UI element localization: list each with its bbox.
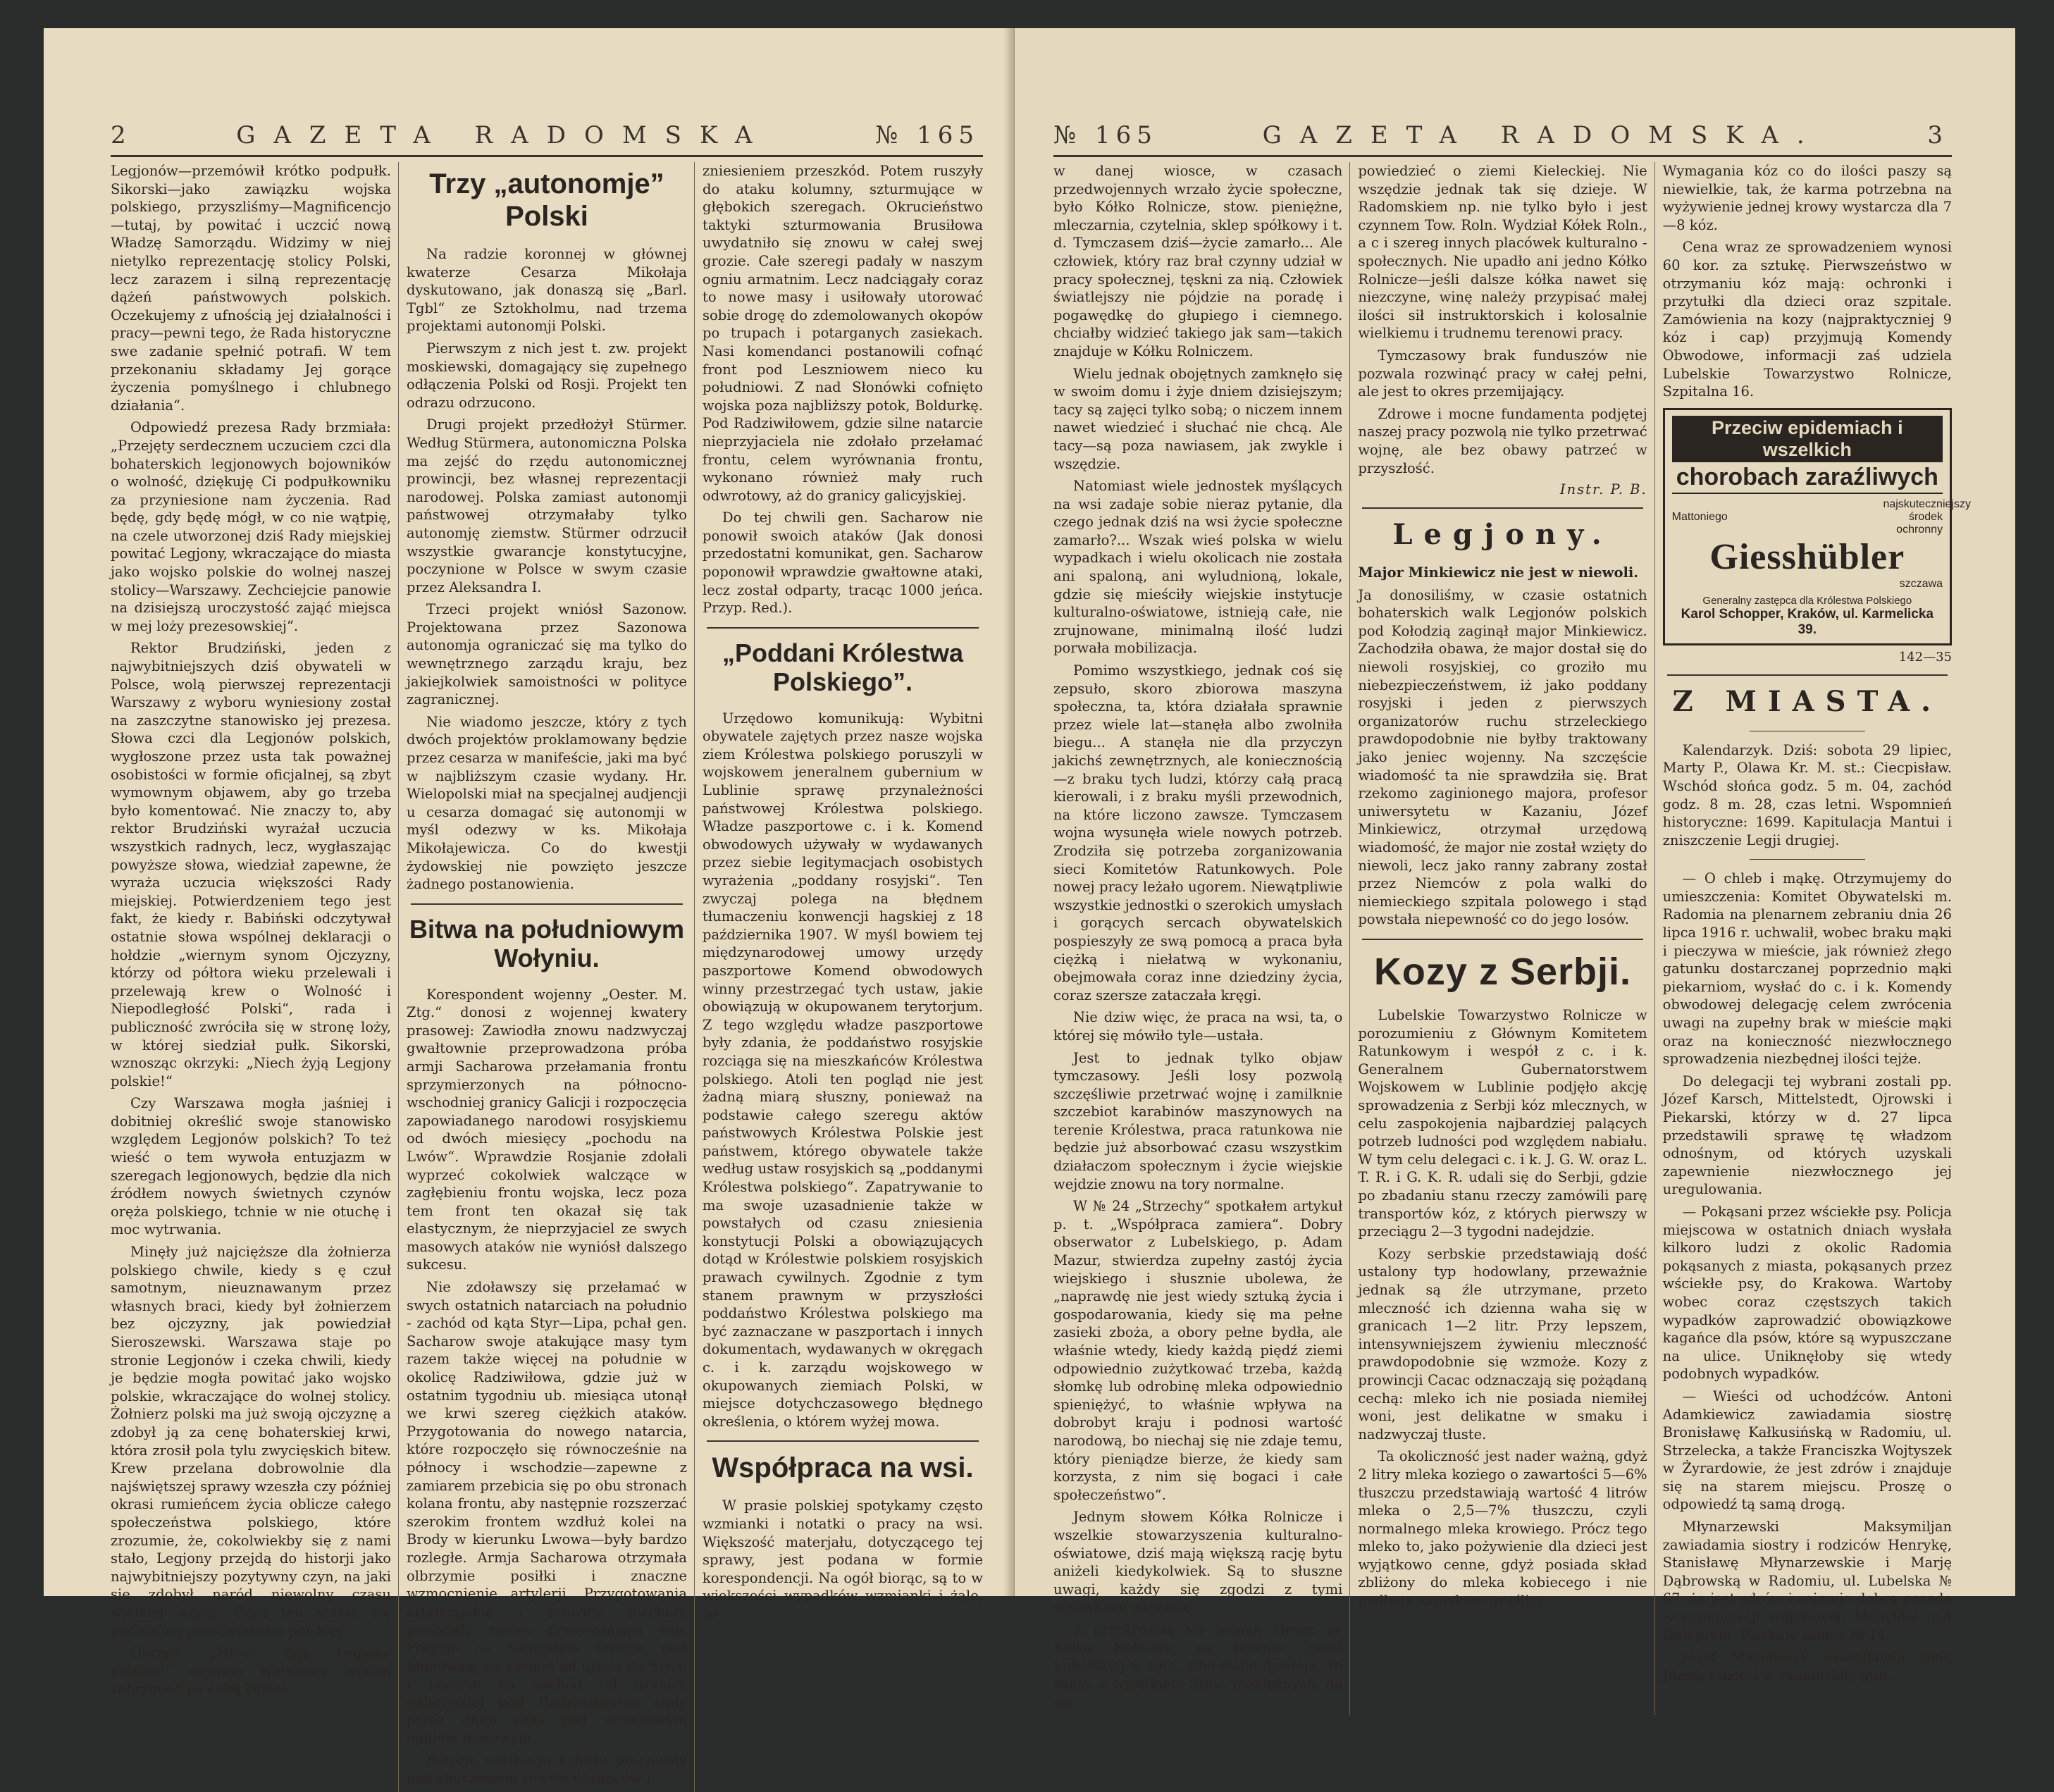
paragraph: Wymagania kóz co do ilości paszy są niewielkie, tak, że karma potrzebna na wyżywienie jednej krowy wystarcza dla 7—8 kóz. bbox=[1662, 163, 1952, 233]
article-headline: Z MIASTA. bbox=[1672, 684, 1943, 718]
paragraph: Kozy serbskie przedstawiają dość ustalony typ hodowlany, przeważnie jednak są źle utrzymane, przeto mleczność ich dzienna waha się w granicach 1—2 litr. Przy lepszem, intensywniejszem żywieniu mleczność prawdopodobnie się wzmoże. Kozy z prowincji Cacac odznaczają się pożądaną cechą: mleko ich nie posiada niemiłej woni, jest delikatne w smaku i nadzwyczaj tłuste. bbox=[1358, 1245, 1647, 1442]
paragraph: Józef Maciałczyk zawiadamia żonę Józefę i dzieci w radomskiej gub., bbox=[1662, 1649, 1952, 1683]
paragraph: Okrzyk: „Niech żyją Legjony polskie!“ wzorem Warszawy winien zabrzmieć po całej Polsce. bbox=[111, 1645, 391, 1698]
header-rule bbox=[111, 155, 983, 157]
right-columns bbox=[1053, 162, 1971, 1710]
paragraph: Czy Warszawa mogła jaśniej i dobitniej określić swoje stanowisko względem Legjonów polskich? To też wieść o tem wywoła entuzjazm w szeregach legjonowych, będzie dla nich źródłem nowych świetnych czynów oręża polskiego, tchnie w nie otuchę i moc wytrwania. bbox=[111, 1095, 391, 1238]
paragraph: Trzeci projekt wniósł Sazonow. Projektowana przez Sazonowa autonomja ograniczać się ma tylko do wewnętrznego zarządu kraju, bez jakiejkolwiek samoistności w polityce zagranicznej. bbox=[407, 601, 687, 708]
paragraph: Pierwszym z nich jest t. zw. projekt moskiewski, domagający się zupełnego odłączenia Polski od Rosji. Projekt ten odrazu odrzucono. bbox=[407, 340, 687, 411]
paragraph: W № 24 „Strzechy“ spotkałem artykuł p. t. „Współpraca zamiera“. Dobry obserwator z Lubelskiego, p. Adam Mazur, stwierdza zupełny zastój życia wiejskiego i słusznie ubolewa, że „naprawdę nie jest wiedy sztuką życia i gospodarowania, kiedy się ma pełne zasieki zboża, a obory pełne bydła, ale właśnie wtedy, kiedy każdą piędź ziemi odpowiednio zużytkować trzeba, każdą słomkę lub odrobinę mleka odpowiednio spieniężyć, to właśnie wpływa na dobrobyt kraju i podnosi wartość narodową, bo niechaj się nie zdaje temu, który pieniądze bierze, że kiedy sam korzysta, z nim się bogaci i całe społeczeństwo“. bbox=[1053, 1198, 1343, 1503]
left-column-3 bbox=[703, 162, 983, 1792]
article-headline: Trzy „autonomje” Polski bbox=[429, 168, 664, 232]
subheading: Major Minkiewicz nie jest w niewoli. bbox=[1358, 564, 1639, 581]
paragraph: Wielu jednak obojętnych zamknęło się w swoim domu i żyje dniem dzisiejszym; tacy są zajęci tylko sobą; o niczem innem nawet wiedzieć i słuchać nie chcą. Ale tacy—są poza nawiasem, jak zwykle i wszędzie. bbox=[1053, 365, 1343, 472]
article-headline: „Poddani Królestwa Polskiego”. bbox=[722, 638, 964, 697]
paragraph bbox=[1358, 564, 1647, 582]
paragraph: Kalendarzyk. Dziś: sobota 29 lipiec, Marty P., Olawa Kr. M. st.: Ciecpisław. Wschód słońca godz. 5 m. 04, zachód godz. 8 m. 28, czas letni. Wspomnień historyczne: 1699. Kapitulacja Mantui i zniszczenie Legji drugiej. bbox=[1662, 741, 1952, 848]
section-rule bbox=[411, 903, 683, 905]
section-rule bbox=[707, 1440, 979, 1442]
paragraph: — Wieści od uchodźców. Antoni Adamkiewicz zawiadamia siostrę Bronisławę Kałkusińską w Radomiu, ul. Strzelecka, a także Franciszka Wojtyszek w Żyrardowie, że jest zdrów i znajduje się na starem miejscu. Proszę o odpowiedź tą samą drogą. bbox=[1662, 1388, 1952, 1513]
paragraph: w danej wiosce, w czasach przedwojennych wrzało życie społeczne, było Kółko Rolnicze, stow. pieniężne, mleczarnia, czytelnia, sklep spółkowy i t. d. Tymczasem dziś—życie zamarło... Ale człowiek, który raz brał czynny udział w pracy społecznej, tęskni za nią. Człowiek światlejszy nie pójdzie na poradę i pogawędkę do głupiego i ciemnego. chciałby widzieć takiego jak sam—takich znajduje w Kółku Rolniczem. bbox=[1053, 163, 1343, 359]
paragraph: Jest to jednak tylko objaw tymczasowy. Jeśli losy pozwolą szczęśliwie przetrwać wojnę i zamilknie szczebiot karabinów maszynowych na terenie Królestwa, praca ratunkowa nie będzie już absorbować czasu wszystkim działaczom społecznym i życie wiejskie wejdzie znowu na tory normalne. bbox=[1053, 1049, 1343, 1192]
paragraph: Urzędowo komunikują: Wybitni obywatele zajętych przez nasze wojska ziem Królestwa polskiego poruszyli w wojskowem jeneralnem gubernium w Lublinie sprawę przynależności państwowej Królestwa polskiego. Władze paszportowe c. i k. Komend obwodowych używały w wydawanych przez siebie legitymacjach osobistych wyrażenia „poddany rosyjski“. Ten zwyczaj polega na błędnem tłumaczeniu konwencji hagskiej z 18 października 1907. W myśl bowiem tej międzynarodowej umowy urzędy paszportowe Komend obwodowych winny przestrzegać tych ustaw, jakie obowiązują w okupowanem terytorjum. Z tego względu władze paszportowe były zdania, że poddaństwo rosyjskie rozciąga się na mieszkańców Królestwa polskiego. Atoli ten pogląd nie jest żadną miarą słuszny, ponieważ na podstawie całego szeregu aktów państwowych Królestwa Polskie jest państwem, którego obywatele także według ustaw rosyjskich są „poddanymi Królestwa polskiego“. Zapatrywanie to ma swoje uzasadnienie także w powstałych od czasu zniesienia konstytucji Polski a obowiązujących dotąd w Królestwie polskiem rosyjskich prawach cywilnych. Zgodnie z tym stanem prawnym w przyszłości poddaństwo Królestwa polskiego ma być zaznaczane w paszportach i innych dokumentach, wydawanych w okręgach c. i k. zarządu wojskowego w okupowanych ziemiach Polski, w miejsce dotychczasowego błędnego określenia, o którem wyżej mowa. bbox=[703, 710, 983, 1430]
paragraph: Na radzie koronnej w głównej kwaterze Cesarza Mikołaja dyskutowano, jak donaszą się „Barl. Tgbl“ ze Sztokholmu, nad trzema projektami autonomji Polski. bbox=[407, 246, 687, 335]
left-page bbox=[44, 28, 1015, 1787]
ad-brand-row bbox=[1671, 498, 1971, 536]
paragraph: Legjonów—przemówił krótko podpułk. Sikorski—jako zawiązku wojska polskiego, przyszliśmy—Magnificencjo—tutaj, by powitać i uczcić nową Władzę Samorządu. Widzimy w niej nietylko reprezentację stolicy Polski, lecz zarazem i silną reprezentację dążeń państwowych polskich. Oczekujemy z ufnością jej działalności i pracy—pewni tego, że Rada historyczne swe zadanie spełnić potrafi. W tem przekonaniu składamy Jej gorące życzenia pomyślnego i chlubnego działania“. bbox=[111, 163, 391, 414]
section-rule bbox=[1362, 507, 1642, 509]
section-rule bbox=[1667, 674, 1948, 676]
paragraph: Do delegacji tej wybrani zostali pp. Józef Karsch, Mittelstedt, Ojrowski i Piekarski, którzy w d. 27 lipca przedstawili sprawę tę władzom odnośnym, od których uzyskali zapewnienie niezwłocznego jej uregulowania. bbox=[1662, 1073, 1952, 1198]
signature bbox=[1358, 481, 1647, 498]
article-headline: Kozy z Serbji. bbox=[1373, 950, 1632, 993]
paragraph: — O chleb i mąkę. Otrzymujemy do umieszczenia: Komitet Obywatelski m. Radomia na plenarnem zebraniu dnia 26 lipca 1916 r. uchwalił, wobec braku mąki i pieczywa w mieście, jak również złego gatunku dostarczanej poprzednio mąki piekarniom, wysłać do c. i k. Komendy obwodowej delegację celem zwrócenia uwagi na zupełny brak w mieście mąki oraz na konieczność niezwłocznego sprowadzenia niezbędnej ilości tejże. bbox=[1662, 870, 1952, 1068]
paragraph: Nie wiadomo jeszcze, który z tych dwóch projektów proklamowany będzie przez cesarza w manifeście, jaki ma być w najbliższym czasie wydany. Hr. Wielopolski miał na specjalnej audjencji u cesarza domagać się autonomji w myśl odezwy w ks. Mikołaja Mikołajewicza. Co do kwestji żydowskiej nie powzięto jeszcze żadnego postanowienia. bbox=[407, 713, 687, 893]
ad-address: Karol Schopper, Kraków, ul. Karmelicka 39. bbox=[1681, 606, 1934, 637]
right-column-1 bbox=[1053, 162, 1342, 1715]
paragraph: Minęły już najcięższe dla żołnierza polskiego chwile, kiedy s ę czuł samotnym, nieuznawanym przez własnych braci, kiedy był żołnierzem bez ojczyzny, jak powiedział Sieroszewski. Warszawa staje po stronie Legjonów i czeka chwili, kiedy je będzie mogła powitać jako wojsko polskie, wkraczające do wolnej stolicy. Żołnierz polski ma już swoją ojczyznę a zdobył ją za cenę bohaterskiej krwi, która zrosił pola tylu zwycięskich bitew. Krew przelana dobrowolnie dla najświętszej sprawy wzeszła czy później okrasi rumieńcem życia oblicze całego społeczeństwa polskiego, które zrozumie, że, cokolwiekby się z nami stało, Legjony przejdą do historji jako najwybitniejszy pozytywny czyn, na jaki się zdobył naród niewolny czasu wielkiej wojny. Czyn ten stanie się podwaliną państwowości polskiej. bbox=[111, 1244, 391, 1639]
paragraph: — Pokąsani przez wściekłe psy. Policja miejscowa w ostatnich dniach wysłała kilkoro ludzi z okolic Radomia pokąsanych z miasta, pokąsanych przez wściekłe psy, do Krakowa. Wartoby wobec coraz częstszych takich wypadków zaprowadzić obowiązkowe kagańce dla psów, które są wypuszczane na ulice. Uniknęłoby się wtedy podobnych wypadków. bbox=[1662, 1203, 1952, 1383]
ad-code: 142—35 bbox=[1898, 649, 1952, 665]
advertisement bbox=[1663, 408, 1971, 645]
right-running-head bbox=[1053, 118, 1948, 152]
article-headline: Legjony. bbox=[1392, 518, 1613, 552]
paragraph: Tymczasowy brak funduszów nie pozwala rozwinąć pracy w całej pełni, ale jest to okres przemijający. bbox=[1358, 347, 1647, 400]
paragraph: Cena wraz ze sprowadzeniem wynosi 60 kor. za sztukę. Pierwszeństwo w otrzymaniu kóz mają: ochronki i przytułki dla dzieci oraz szpitale. Zamówienia na kozy (najpraktyczniej 9 kóz i cap) przyjmują Komendy Obwodowe, informacji zaś udziela Lubelskie Towarzystwo Rolnicze, Szpitalna 16. bbox=[1662, 239, 1952, 400]
article-headline: Współpraca na wsi. bbox=[712, 1452, 974, 1484]
page-number: 2 bbox=[111, 121, 132, 149]
paragraph: Natomiast wiele jednostek myślących na wsi zadaje sobie nieraz pytanie, dla czego jednak dziś na wsi życie społeczne zamarło?... Wszak wieś polska w wielu wypadkach i wielu okolicach nie została ani spaloną, ani wyludnioną, lokale, gdzie się mieściły wiejskie instytucje kulturalno-oświatowe, istnieją całe, nie zrujnowane, minimalną ilość ludzi porwała mobilizacja. bbox=[1053, 478, 1343, 657]
left-running-head bbox=[111, 118, 979, 152]
paragraph: Korespondent wojenny „Oester. M. Ztg.“ donosi z wojennej kwatery prasowej: Zawiodła znowu nadzwyczaj gwałtownie przeprowadzona próba armji Sacharowa przełamania frontu sprzymierzonych na północno-wschodniej granicy Galicji i rozpoczęcia zapowiadanego narodowi rosyjskiemu od dwóch miesięcy „pochodu na Lwów“. Wprawdzie Rosjanie zdołali wyprzeć cokolwiek walczące w zagłębieniu frontu wojska, lecz poza tem front ten okazał się tak elastycznym, że nieprzyjaciel ze swych masowych ataków nie wyniósł dalszego sukcesu. bbox=[407, 986, 687, 1273]
paragraph: Nie zdoławszy się przełamać w swych ostatnich natarciach na południo - zachód od kąta Styr—Lipa, pchał gen. Sacharow swoje atakujące masy tym razem także więcej na południe w okolicę Radziwiłowa, gdzie już w ostatnim tygodniu ub. miesiąca utonął we krwi szereg ciężkich ataków. Przygotowania do nowego natarcia, które rozpoczęło się równocześnie na północy i wschodzie—zapewne z zamiarem przebicia się po obu stronach kolana frontu, aby następnie rozszerzać szerokim frontem wzdłuż kolei na Brody w kierunku Lwowa—były bardzo rozległe. Armja Sacharowa otrzymała olbrzymie posiłki i znaczne wzmocnienie artylerji. Przygotowania artyleryjskie i szturmy piechoty posiadały znowu przeważającą siłę. Pozycje na bagnistym terenie nad Słonówką, na zachód od ujścia do Styru i pozycje na zachód od granicy galicyjskiej pod Radziwiłowem stały przez długi czas pod straszliwym ogniem masowym. bbox=[407, 1279, 687, 1746]
section-rule bbox=[707, 627, 979, 629]
ad-left-text: Mattoniego bbox=[1671, 510, 1728, 523]
ad-suffix: szczawa bbox=[1899, 577, 1943, 590]
ad-distributor: Generalny zastępca dla Królestwa Polskiego bbox=[1702, 594, 1912, 607]
issue-number: № 165 bbox=[1053, 121, 1158, 149]
signature-text: Instr. P. B. bbox=[1559, 481, 1647, 498]
paragraph: zniesieniem przeszkód. Potem ruszyły do ataku kolumny, szturmujące w głębokich szeregach. Okrucieństwo taktyki szturmowania Brusiłowa uwydatniło się znowu w całej swej grozie. Całe szeregi padały w naszym ogniu armatnim. Lecz nadciągały coraz to nowe masy i usiłowały utorować sobie drogę do zdemolowanych okopów po trupach i potarganych zasiekach. Nasi komendanci postanowili cofnąć front pod Leszniowem nieco ku południowi. Z nad Słonówki cofnięto wojska poza najbliższy potok, Boldurkę. Pod Radziwiłowem, gdzie silne natarcie nieprzyjaciela nie zdołało przełamać frontu, celem wyrównania frontu, wykonano również mały ruch odwrotowy, aż do granicy galicyjskiej. bbox=[703, 163, 983, 504]
paragraph: Jednym słowem Kółka Rolnicze i wszelkie stowarzyszenia kulturalno-oświatowe, dziś mają większą rację bytu aniżeli kiedykolwiek. Są to słuszne uwagi, każdy się zgodzi z tymi wnioskami zupełnie. bbox=[1053, 1509, 1343, 1616]
ad-right-text: najskuteczniejszy środek ochronny bbox=[1883, 498, 1971, 536]
left-column-1 bbox=[111, 162, 391, 1792]
header-rule bbox=[1053, 155, 1952, 157]
paragraph: Ja donosiliśmy, w czasie ostatnich bohaterskich walk Legjonów polskich pod Kołodzią zaginął major Minkiewicz. Zachodziła obawa, że major dostał się do niewoli rosyjskiej, co groziło mu niebezpieczeństwem, iż jako poddany rosyjski i jeden z pierwszych organizatorów ruchu strzeleckiego prawdopodobnie nie byłby traktowany jako jeniec wojenny. Na szczęście wiadomość ta nie sprawdziła się. Brat rzekomo zaginionego majora, profesor uniwersytetu w Kazaniu, Józef Minkiewicz, otrzymał urzędową wiadomość, że major nie został wzięty do niewoli, lecz jako ranny zabrany został przez Niemców z pola walki do niemieckiego szpitala polowego i stąd powstała niepewność co do jego losów. bbox=[1358, 586, 1647, 928]
right-page bbox=[1015, 28, 2015, 1710]
masthead: GAZETA RADOMSKA bbox=[236, 121, 771, 149]
left-columns bbox=[111, 162, 983, 1787]
paragraph: Młynarzewski Maksymiljan zawiadamia siostry i rodziców Henrykę, Stanisławę Młynarzewskie i Marję Dąbrowską w Radomiu, ul. Lubelska № 67, że jest zdrów i zajmuje dobrą posadę w organizacji wojskowej. Mohylów nad Dnieprem, Piszkow zaułek № 14. bbox=[1662, 1519, 1952, 1643]
paragraph: Odpowiedź prezesa Rady brzmiała: „Przejęty serdecznem uczuciem czci dla bohaterskich legjonowych bojowników o wolność, dziękuję Ci podpułkowniku za przyniesione nam życzenia. Rad będę, gdy będę mógł, w co nie wątpię, na czele utworzonej dziś Rady miejskiej powitać Legjony, wkraczające do miasta jako wojsko polskie do wolnej naszej stolicy—Warszawy. Zechciejcie panowie na dzisiejszą uroczystość zająć miejsca w mej loży prezesowskiej“. bbox=[111, 419, 391, 634]
paragraph: Drugi projekt przedłożył Stürmer. Według Stürmera, autonomiczna Polska ma zejść do rzędu autonomicznej prowincji, bez własnej reprezentacji narodowej. Polska zamiast autonomji państwowej otrzymałaby tylko autonomję ziemstw. Stürmer odrzucił wszystkie gwarancje konstytucyjne, poczynione w Polsce w swym czasie przez Aleksandra I. bbox=[407, 416, 687, 595]
page-number: 3 bbox=[1927, 121, 1948, 149]
right-column-3 bbox=[1662, 162, 1971, 1715]
issue-number: № 165 bbox=[875, 121, 979, 149]
paragraph: Rektor Brudziński, jeden z najwybitniejszych dziś obywateli w Polsce, wolą pierwszej reprezentacji Warszawy z wyboru wyniesiony został na zaszczytne stanowisko jej prezesa. Słowa czci dla Legjonów polskich, wygłoszone przez usta tak poważnej osobistości w formie oficjalnej, są zbyt wymownym objawem, aby go trzeba było komentować. Nie znaczy to, aby rektor Brudziński wyrażał uczucia wszystkich radnych, lecz, wygłaszając powyższe słowa, wiedział zapewne, że wyraża uczucia większości Rady miejskiej. Potwierdzeniem tego jest fakt, że kiedy r. Babiński odczytywał ostatnie słowa wspólnej deklaracji o hołdzie „wiernym synom Ojczyzny, którzy od półtora wieku przelewali i przelewają krew o Wolność i Niepodległość Polski“, rada i publiczność zwróciła się w stronę loży, w której siedział pułk. Sikorski, wznosząc okrzyki: „Niech żyją Legjony polskie!“ bbox=[111, 640, 391, 1089]
paragraph: Pomimo wszystkiego, jednak coś się zepsuło, skoro zbiorowa maszyna społeczna, ta, która działała sprawnie przez wiele lat—stanęła albo zwolniła biegu... A stanęła nie dla przyczyn jakichś zewnętrznych, ale koniecznością—z braku tych ludzi, którzy całą pracą kierowali, i z braku myśli przewodnich, na które liczono zawsze. Tymczasem wojna wysunęła wiele nowych potrzeb. Zrodziła się potrzeba zorganizowania sieci Komitetów Ratunkowych. Pole nowej pracy leżało ugorem. Niewątpliwie wszystkie jednostki o szerokich umysłach i gorących sercach obywatelskich pospieszyły ze swą pomocą a praca była ciężką i niełatwą w wykonaniu, obejmowała coraz inne dziedziny życia, coraz szersze zataczała kręgi. bbox=[1053, 662, 1343, 1003]
section-rule bbox=[1362, 939, 1642, 940]
paragraph: Baterje wielkiego kolibru pracowały nad zburzeniem rowów obrońców i bbox=[407, 1752, 687, 1787]
ad-brand-name: Giesshübler bbox=[1709, 536, 1905, 577]
paragraph: powiedzieć o ziemi Kieleckiej. Nie wszędzie jednak tak się dzieje. W Radomskiem np. nie tylko było i jest czynnem Tow. Roln. Wydział Kółek Roln., a c i szereg innych placówek kulturalno - społecznych. Nie upadło ani jedno Kółko Rolnicze—jeśli dalsze kółka nawet się niezczyne, winę należy przypisać małej ilości sił instruktorskich i kolosalnie wielkiemu i trudnemu terenowi pracy. bbox=[1358, 163, 1647, 342]
paragraph: Z przykrością się jednak słyszy, że Kółka Rolnicze na terenie ziemi Lubelskiej w cale, albo słabo działają. To samo, z wyjątkiem Stow. pieniężnych, da się bbox=[1053, 1621, 1343, 1710]
paragraph: Do tej chwili gen. Sacharow nie ponowił swoich ataków (Jak donosi przedostatni komunikat, gen. Sacharow poponowił wprawdzie gwałtowne ataki, lecz został odparty, tracąc 1000 jeńca. Przyp. Red.). bbox=[703, 509, 983, 617]
paragraph: Lubelskie Towarzystwo Rolnicze w porozumieniu z Głównym Komitetem Ratunkowym i wespół z c. i k. Generalnem Gubernatorstwem Wojskowem w Lublinie podjęło akcję sprowadzenia z Serbji kóz mlecznych, w celu zaspokojenia najbardziej palących potrzeb ludności pod względem nabiału. W tym celu delegaci c. i k. J. G. W. oraz L. T. R. i G. K. R. udali się do Serbji, gdzie po zbadaniu stanu rzeczy zamówili parę transportów kóz, z których pierwszy w przeciągu 2—3 tygodni nadejdzie. bbox=[1358, 1007, 1647, 1240]
left-column-2 bbox=[407, 162, 687, 1792]
masthead: GAZETA RADOMSKA. bbox=[1262, 121, 1823, 149]
ad-middle-line: chorobach zaraźliwych bbox=[1672, 462, 1943, 494]
article-headline: Bitwa na południowym Wołyniu. bbox=[409, 914, 684, 973]
paragraph: Nie dziw więc, że praca na wsi, ta, o której się mówiło tyle—ustała. bbox=[1053, 1009, 1343, 1044]
paragraph: W prasie polskiej spotykamy często wzmianki i notatki o pracy na wsi. Większość materjału, dotyczącego tej sprawy, jest podana w formie korespondencji. Na ogół biorąc, są to w większości wypadków wzmianki i żale, że bbox=[703, 1497, 983, 1622]
ad-top-line: Przeciw epidemiach i wszelkich bbox=[1672, 416, 1943, 462]
section-rule bbox=[1750, 859, 1865, 860]
paragraph: Zdrowe i mocne fundamenta podjętej naszej pracy pozwolą nie tylko przetrwać wojnę, ale bez obawy patrzeć w przyszłość. bbox=[1358, 405, 1647, 476]
paragraph: Ta okoliczność jest nader ważną, gdyż 2 litry mleka koziego o zawartości 5—6% tłuszczu przedstawiają wartość 4 litrów mleka o 2,5—7% tłuszczu, czyli normalnego mleka krowiego. Prócz tego mleko to, jako pożywienie dla dzieci jest wyjątkowo cenne, gdyż posiada skład zbliżony do mleka kobiecego i nie podlega zarazkom gruźlicy. bbox=[1358, 1448, 1647, 1609]
right-column-2 bbox=[1358, 162, 1647, 1715]
